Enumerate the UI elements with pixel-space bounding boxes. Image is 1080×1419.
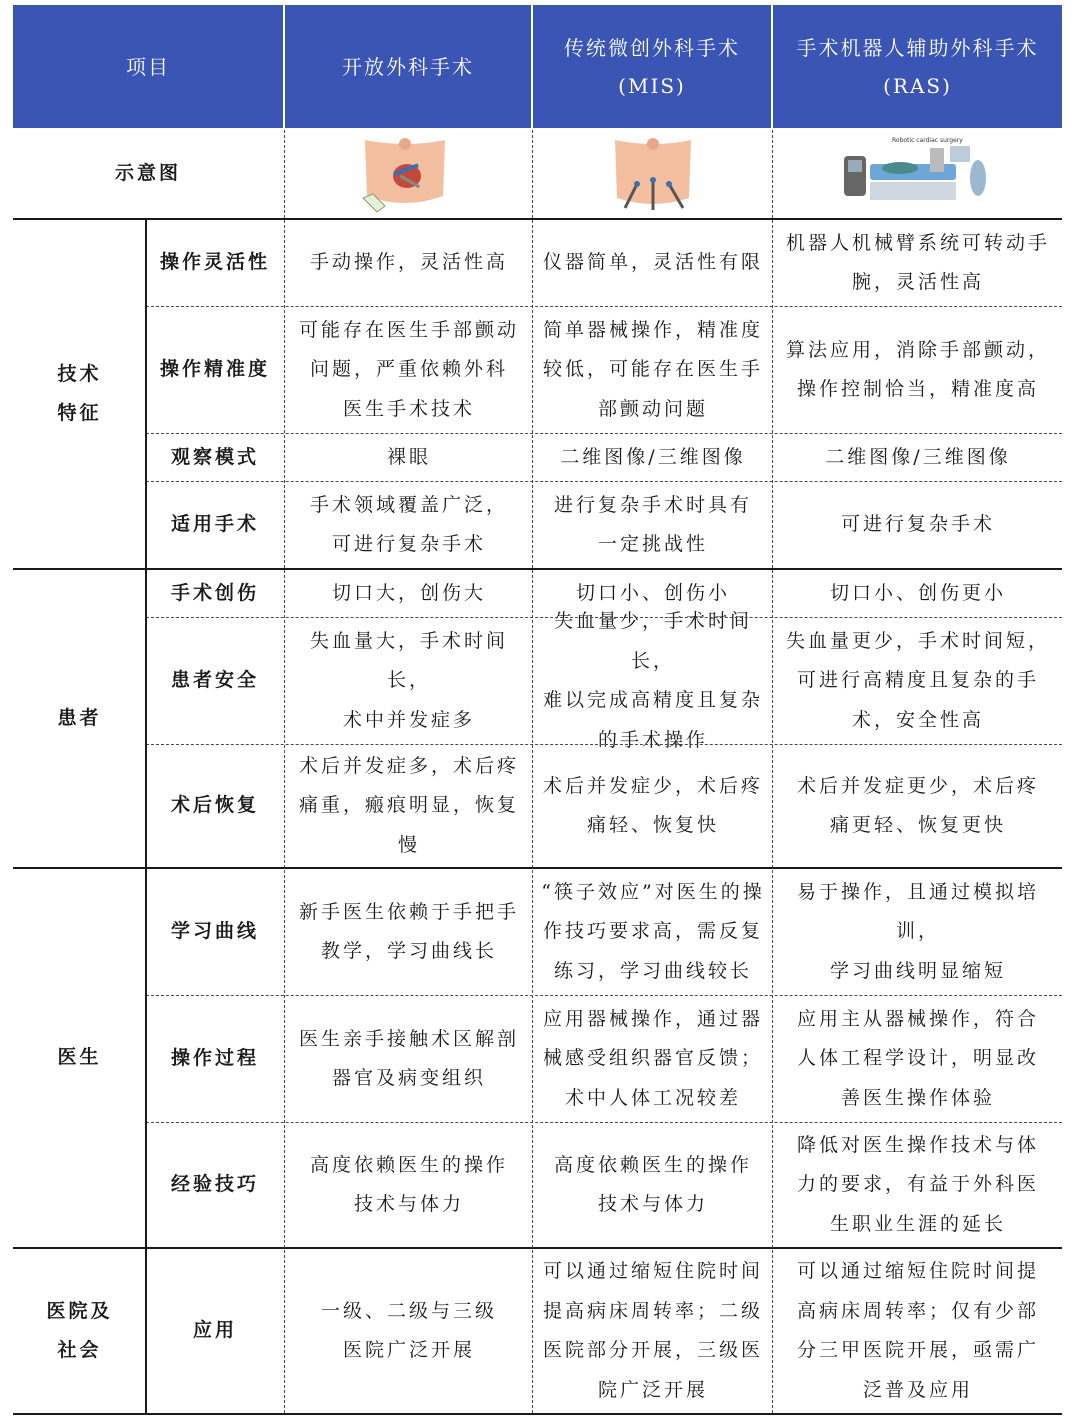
cell-line: 仪器简单，灵活性有限: [542, 251, 763, 274]
cell-line: 术中并发症多: [342, 708, 475, 731]
mis-surgery-image: [607, 136, 699, 216]
ras-monitor: [950, 146, 970, 162]
cell-line: 高病床周转率；仅有少部: [796, 1299, 1039, 1322]
group-doctor-text: 医生: [57, 1046, 102, 1069]
cell-line: 术后并发症更少，术后疼: [796, 774, 1039, 797]
group-divider: [13, 867, 1062, 869]
cell-line: 的手术操作: [597, 728, 708, 751]
cell-mis: [534, 434, 772, 481]
group-patient: [13, 570, 146, 867]
cell-ras: [774, 220, 1062, 306]
row-label-text: 操作过程: [170, 1047, 259, 1070]
cell-line: 教学，学习曲线长: [320, 940, 497, 962]
cell-line: 一级、二级与三级: [320, 1299, 497, 1322]
cell-line: 二维图像/三维图像: [560, 445, 746, 468]
row-label-text: 术后恢复: [170, 794, 259, 817]
cell-open: [286, 996, 532, 1122]
cell-mis: [534, 996, 772, 1122]
cell-line: 技术与体力: [597, 1193, 708, 1215]
cell-line: 可进行复杂手术: [840, 513, 995, 536]
cell-ras: [774, 618, 1062, 744]
cell-open: [286, 570, 532, 617]
header-ras: [773, 5, 1062, 128]
column-divider: [772, 130, 773, 1413]
cell-line: 难以完成高精度且复杂: [542, 689, 763, 711]
cell-line: 痛更轻、恢复更快: [829, 814, 1006, 836]
row-label: [146, 996, 284, 1122]
column-divider: [284, 130, 285, 1413]
cell-line: 二维图像/三维图像: [825, 445, 1011, 468]
cell-line: 医院广泛开展: [342, 1339, 475, 1361]
header-mis: [533, 5, 771, 128]
group-tech-line2: 特征: [57, 402, 102, 424]
group-column-divider: [145, 220, 147, 1413]
cell-line: 技术与体力: [353, 1193, 464, 1215]
group-tech-line1: 技术: [57, 362, 102, 385]
cell-line: 学习曲线明显缩短: [829, 959, 1006, 982]
row-label-text: 适用手术: [170, 513, 259, 536]
cell-line: 可能存在医生手部颤动: [298, 318, 519, 341]
row-label: [146, 869, 284, 995]
group-patient-text: 患者: [57, 706, 102, 729]
row-label: [146, 1123, 284, 1247]
cell-open: [286, 745, 532, 867]
ras-patient: [882, 162, 918, 174]
cell-line: “筷子效应”对医生的操: [541, 880, 765, 903]
cell-line: 算法应用，消除手部颤动，: [785, 338, 1050, 361]
group-divider: [13, 568, 1062, 570]
mis-port-dot-2: [650, 177, 656, 183]
cell-line: 械感受组织器官反馈；: [542, 1047, 763, 1070]
open-neck: [399, 138, 411, 150]
cell-ras: [774, 482, 1062, 568]
cell-line: 易于操作，且通过模拟培训，: [796, 880, 1039, 943]
cell-line: 应用器械操作，通过器: [542, 1007, 763, 1030]
cell-line: 泛普及应用: [862, 1378, 973, 1401]
cell-line: 院广泛开展: [597, 1378, 708, 1401]
column-divider: [532, 130, 533, 1413]
cell-line: 可进行高精度且复杂的手: [796, 669, 1039, 692]
cell-line: 新手医生依赖于手把手: [298, 900, 519, 923]
row-label: [146, 570, 284, 617]
ras-surgery-image: [840, 134, 990, 210]
header-mis-title: 传统微创外科手术: [564, 35, 740, 60]
ras-base: [870, 182, 956, 200]
ras-console-screen: [848, 160, 862, 172]
header-open-text: 开放外科手术: [342, 54, 474, 79]
cell-line: 术，安全性高: [851, 708, 984, 731]
cell-line: 机器人机械臂系统可转动手: [785, 231, 1050, 254]
mis-port-dot-1: [634, 181, 640, 187]
group-doctor: [13, 869, 146, 1247]
row-label-text: 应用: [192, 1319, 237, 1342]
cell-line: 问题，严重依赖外科: [309, 358, 508, 381]
cell-line: 作技巧要求高，需反复: [542, 920, 763, 943]
row-label: [146, 220, 284, 306]
cell-line: 慢: [397, 833, 420, 856]
cell-ras: [774, 1123, 1062, 1247]
cell-ras: [774, 996, 1062, 1122]
group-hospital-line1: 医院及: [46, 1299, 113, 1322]
cell-line: 术后并发症多，术后疼: [298, 754, 519, 777]
cell-line: 手动操作，灵活性高: [309, 251, 508, 274]
group-divider: [13, 1247, 1062, 1249]
cell-line: 提高病床周转率；二级: [542, 1299, 763, 1322]
cell-line: 可进行复杂手术: [331, 533, 486, 555]
cell-ras: [774, 307, 1062, 433]
cell-line: 力的要求，有益于外科医: [796, 1173, 1039, 1196]
cell-line: 进行复杂手术时具有: [553, 493, 752, 516]
cell-mis: [534, 307, 772, 433]
cell-line: 部颤动问题: [597, 397, 708, 420]
cell-line: 痛轻、恢复快: [586, 814, 719, 836]
ras-caption: Robotic cardiac surgery: [892, 137, 963, 144]
cell-line: 失血量更少，手术时间短，: [785, 629, 1050, 652]
cell-line: 一定挑战性: [597, 533, 708, 555]
cell-open: [286, 220, 532, 306]
header-item: [13, 5, 283, 128]
row-label-text: 操作精准度: [159, 358, 270, 381]
cell-line: 简单器械操作，精准度: [542, 318, 763, 341]
row-label: [146, 1249, 284, 1413]
cell-line: 器官及病变组织: [331, 1067, 486, 1089]
row-label-text: 操作灵活性: [159, 251, 270, 274]
cell-line: 痛重，瘢痕明显，恢复: [298, 794, 519, 817]
cell-ras: [774, 434, 1062, 481]
cell-line: 裸眼: [386, 445, 431, 468]
cell-mis: [534, 610, 772, 751]
group-hospital-line2: 社会: [57, 1339, 102, 1361]
cell-open: [286, 869, 532, 995]
header-ras-abbr: (RAS): [883, 73, 952, 98]
cell-line: 失血量大，手术时间长，: [309, 629, 508, 692]
cell-line: 医生手术技术: [342, 397, 475, 420]
group-divider: [13, 218, 1062, 220]
row-label: [146, 307, 284, 433]
cell-mis: [534, 482, 772, 568]
cell-line: 失血量少，手术时间长，: [553, 610, 752, 672]
cell-mis: [534, 869, 772, 995]
cell-ras: [774, 869, 1062, 995]
cell-line: 分三甲医院开展，亟需广: [796, 1339, 1039, 1361]
cell-line: 腕，灵活性高: [851, 271, 984, 293]
cell-line: 生职业生涯的延长: [829, 1212, 1006, 1235]
mis-neck: [647, 138, 659, 150]
cell-mis: [534, 745, 772, 867]
diagram-label: [13, 130, 283, 218]
header-ras-title: 手术机器人辅助外科手术: [796, 35, 1039, 60]
row-label-text: 观察模式: [170, 445, 259, 468]
cell-line: 降低对医生操作技术与体: [796, 1133, 1039, 1156]
cell-line: 高度依赖医生的操作: [553, 1153, 752, 1176]
cell-line: 人体工程学设计，明显改: [796, 1047, 1039, 1070]
cell-mis: [534, 1123, 772, 1247]
header-open: [285, 5, 531, 128]
row-label-text: 经验技巧: [170, 1173, 259, 1196]
cell-ras: [774, 745, 1062, 867]
cell-open: [286, 1123, 532, 1247]
cell-line: 可以通过缩短住院时间提: [796, 1260, 1039, 1282]
open-surgery-image: [355, 136, 455, 216]
cell-line: 较低，可能存在医生手: [542, 358, 763, 381]
cell-line: 术中人体工况较差: [564, 1086, 741, 1109]
cell-line: 切口小、创伤小: [575, 581, 730, 604]
row-label: [146, 434, 284, 481]
cell-mis: [534, 220, 772, 306]
row-label-text: 手术创伤: [170, 581, 259, 604]
group-hospital: [13, 1249, 146, 1413]
cell-open: [286, 482, 532, 568]
cell-line: 应用主从器械操作，符合: [796, 1007, 1039, 1030]
cell-line: 医院部分开展，三级医: [542, 1339, 763, 1361]
ras-arm-cart: [930, 148, 944, 172]
cell-open: [286, 618, 532, 744]
cell-line: 善医生操作体验: [840, 1086, 995, 1109]
cell-line: 可以通过缩短住院时间: [542, 1260, 763, 1282]
cell-line: 操作控制恰当，精准度高: [796, 378, 1039, 400]
cell-line: 切口大，创伤大: [331, 581, 486, 604]
cell-line: 高度依赖医生的操作: [309, 1153, 508, 1176]
cell-line: 医生亲手接触术区解剖: [298, 1027, 519, 1050]
row-label: [146, 618, 284, 744]
cell-mis: [534, 1249, 772, 1413]
cell-open: [286, 434, 532, 481]
cell-ras: [774, 570, 1062, 617]
row-label-text: 患者安全: [170, 669, 259, 692]
header-mis-abbr: (MIS): [618, 73, 686, 98]
mis-port-dot-3: [666, 181, 672, 187]
group-tech: [13, 220, 146, 568]
row-label: [146, 745, 284, 867]
header-item-text: 项目: [126, 54, 170, 79]
ras-assistant: [970, 160, 986, 196]
cell-open: [286, 1249, 532, 1413]
cell-line: 手术领域覆盖广泛，: [309, 493, 508, 516]
table-bottom-border: [13, 1413, 1062, 1415]
row-label-text: 学习曲线: [170, 920, 259, 943]
row-label: [146, 482, 284, 568]
cell-open: [286, 307, 532, 433]
cell-line: 术后并发症少，术后疼: [542, 774, 763, 797]
diagram-label-text: 示意图: [114, 162, 181, 185]
cell-ras: [774, 1249, 1062, 1413]
cell-line: 练习，学习曲线较长: [553, 959, 752, 982]
cell-line: 切口小、创伤更小: [829, 581, 1006, 604]
